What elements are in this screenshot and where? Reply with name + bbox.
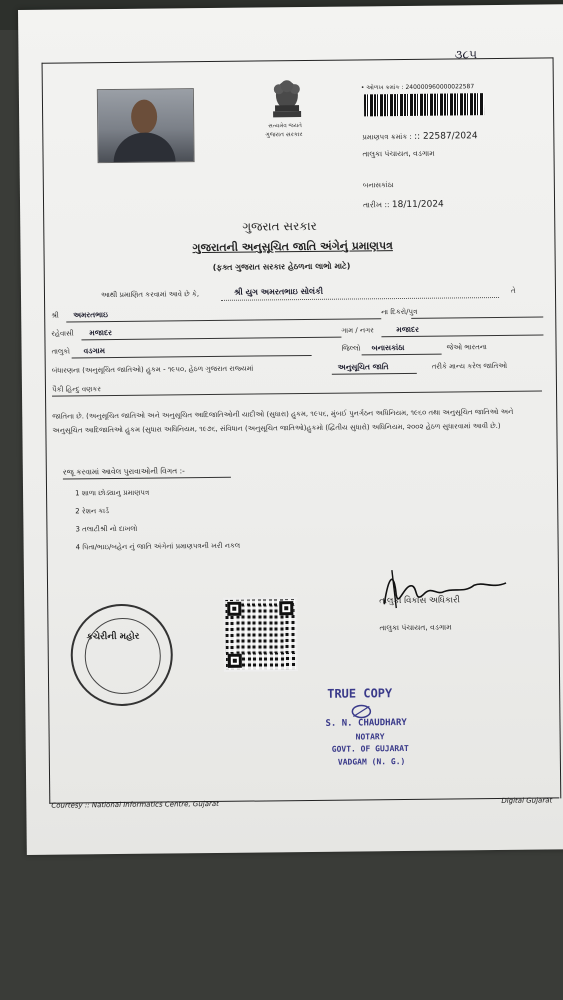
constitution-text: બંધારણના (અનુસૂચિત જાતિઓ) હુકમ - ૧૯૫૦, હેઠળ ગુજરાત રાજ્યમાં [51,364,254,375]
village-value: મજાદર [396,324,420,335]
notary-name: S. N. CHAUDHARY [325,717,407,729]
seal-text: કચેરીની મહોર [86,631,140,643]
taluka-value: વડગામ [83,346,106,356]
officer-title: તાલુકા વિકાસ અધિકારી [379,595,460,607]
date-value: 18/11/2024 [391,199,444,211]
district-label: જિલ્લો [341,344,361,353]
certificate-sheet [18,4,563,855]
office-line: તાલુકા પંચાયત, વડગામ [362,148,435,159]
handwritten-number: ૩૮૫ [454,47,478,62]
docs-heading: રજૂ કરવામાં આવેલ પુરાવાઓની વિગત :- [62,466,185,477]
notary-title: NOTARY [355,732,385,742]
applicant-name: શ્રી યુગ અમરતભાઇ સોલંકી [233,286,324,297]
state-text: જેઓ ભારતના [446,343,487,352]
intro-text: આથી પ્રમાણિત કરવામાં આવે છે કે, [100,290,200,300]
notary-place: VADGAM (N. G.) [337,756,406,767]
emblem-caption-2: ગુજરાત સરકાર [265,131,303,139]
barcode-text: • ઓળખ ક્રમાંક : 240000960000022587 [360,83,475,92]
village-label: ગામ / નગર [341,326,374,335]
cert-no-value: :: 22587/2024 [414,131,478,142]
gov-title: ગુજરાત સરકાર [242,218,317,234]
doc-item-4: 4 પિતા/ભાઇ/બહેન નું જાતિ અંગેનાં પ્રમાણપત્રની ખરી નકલ [75,541,241,552]
caste-value: અનુસૂચિત જાતિ [337,362,389,372]
legal-paragraph: જાતિના છે. (અનુસૂચિત જાતિઓ અને અનુસૂચિત આદિજાતિઓની યાદીઓ (સુધારા) હુકમ, ૧૯૫૬, મુંબઈ પુનર્ગઠન અધિનિયમ, ૧૯૬૦ તથા અનુસૂચિત જાતિઓ અને અનુસૂચિત આદિજાતિઓ હુકમ (સુધારા અધિનિયમ, ૧૯૭૬, સંવિધાન (અનુસૂચિત જાતિઓ)હુકમો (દ્વિતીય સુધારો) અધિનિયમ, ૨૦૦૨ હેઠળ સુધારવામાં આવી છે.) [52,407,514,435]
subcaste-text: પૈકી હિન્દુ વણકર [51,385,101,394]
office-seal [70,603,173,706]
cert-title: ગુજરાતની અનુસૂચિત જાતિ અંગેનું પ્રમાણપત્ર [192,239,393,255]
district: બનાસકાંઠા [362,181,394,190]
officer-office: તાલુકા પંચાયત, વડગામ [379,622,452,633]
emblem-caption-1: સત્યમેવ જયતે [268,123,302,130]
qr-code [223,597,298,672]
cert-no-label: પ્રમાણપત્ર ક્રમાંક : [362,132,412,142]
resident-value: મજાદર [89,328,113,338]
taluka-label: તાલુકો [51,347,70,356]
doc-item-3: 3 તલાટીશ્રી નો દાખલો [75,524,138,534]
te-label: તે [510,286,516,295]
doc-item-1: 1 શાળા છોડ્યાનુ પ્રમાણપત્ર [75,488,150,498]
signature-icon [374,563,515,614]
footer-courtesy: Courtesy :: National Informatics Centre, Gujarat [51,799,219,810]
recognised-text: તરીકે માન્ય કરેલ જાતિઓ [431,361,508,371]
notary-gov: GOVT. OF GUJARAT [331,743,409,754]
true-copy-stamp: TRUE COPY [327,686,393,701]
doc-item-2: 2 રેશન કાર્ડ [75,507,109,516]
barcode [364,93,484,116]
date-label: તારીખ :: [363,200,390,210]
son-label: ના દિકરો/પુત્ર [381,307,418,317]
cert-subtitle: (ફક્ત ગુજરાત સરકાર હેઠળના લાભો માટે) [212,261,351,272]
applicant-photo [97,88,195,163]
district-value: બનાસકાંઠા [371,342,405,353]
father-name: અમરતભાઇ [73,310,108,320]
resident-label: રહેવાસી [51,329,74,338]
footer-digital-gujarat: Digital Gujarat [501,796,553,805]
shri-label: શ્રી [51,311,59,320]
state-emblem-icon [267,77,307,121]
